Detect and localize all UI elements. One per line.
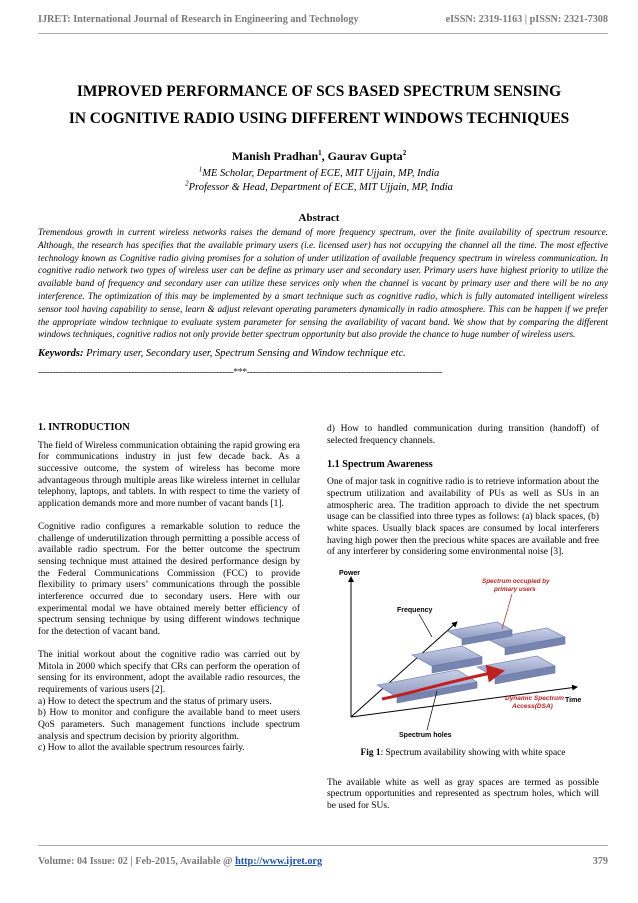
- holes-label: Spectrum holes: [399, 732, 452, 740]
- intro-paragraph-2: Cognitive radio configures a remarkable solution to reduce the challenge of underutilization through permitting a possible access of available radio spectrum. For the better outcome the spectrum sensing technique must attained the desired performance design by the Federal Communications Commission (FCC) to provide flexibility to primary users’ communications through the possible interference occurred due to secondary users. Here with our experimental modal we have obtained merely better efficiency of spectrum sensing technique by using different windows technique for the detection of vacant band.: [38, 522, 300, 637]
- author-sep: ,: [321, 149, 328, 163]
- abstract-heading: Abstract: [298, 212, 340, 224]
- title-line-1: IMPROVED PERFORMANCE OF SCS BASED SPECTRUM SENSING: [76, 83, 562, 100]
- journal-link[interactable]: http://www.ijret.org: [235, 856, 323, 867]
- keywords-label: Keywords:: [38, 348, 84, 359]
- journal-name: IJRET: International Journal of Research in Engineering and Technology: [38, 14, 359, 25]
- intro-heading: 1. INTRODUCTION: [38, 422, 130, 433]
- spectrum-awareness-paragraph: One of major task in cognitive radio is to retrieve information about the spectrum utilization and availability of PUs as well as SUs in an atmospheric area. The tradition approach to divide the net spectrum usage can be classified into three types as follows: (a) black spaces, (b) white spaces. Usually black spaces are consumed by local interferers having high power then the precious white spaces are available and free of any interferer by considering some environmental noise [3].: [327, 477, 599, 558]
- running-header: [38, 14, 608, 30]
- keywords: [38, 348, 608, 359]
- occupied-label-1: Spectrum occupied by: [482, 578, 550, 586]
- footer-rule: [38, 845, 608, 846]
- occupied-label-2: primary users: [494, 586, 536, 594]
- left-column: [38, 418, 300, 755]
- title-line-2: IN COGNITIVE RADIO USING DIFFERENT WINDOWS TECHNIQUES: [68, 110, 570, 127]
- authors: [30, 149, 608, 164]
- author-1-sup: 1: [318, 149, 322, 157]
- list-item: c) How to allot the available spectrum resources fairly.: [38, 743, 245, 754]
- frequency-label: Frequency: [397, 607, 433, 615]
- intro-paragraph-3: The initial workout about the cognitive radio was carried out by Mitola in 2000 which specify that CRs can perform the operation of sensing for its environment, adopt the available radio resources, the requirements of various users [2].: [38, 650, 300, 696]
- affiliations: [30, 167, 608, 195]
- time-axis: [351, 687, 577, 717]
- header-rule: [38, 33, 608, 34]
- intro-paragraph-1: The field of Wireless communication obtaining the rapid growing era for communications industry in just few decade back. As a successive outcome, the system of wireless has become more advantageous through multiple areas like wireless internet in cellular telephony, laptops, and tablets. In with respect to time the variety of application demands more and more number of vacant bands [1].: [38, 440, 300, 509]
- list-item: a) How to detect the spectrum and the status of primary users.: [38, 696, 272, 707]
- list-item: b) How to monitor and configure the available band to meet users QoS parameters. Such management functions include spectrum analysis and spectrum decision by priority algorithm.: [38, 708, 300, 742]
- right-column: [327, 424, 599, 824]
- caption-label: Fig 1: [360, 748, 381, 759]
- figure-spectrum-availability: [337, 567, 592, 742]
- abstract-text: Tremendous growth in current wireless networks raises the demand of more frequency spectrum, over the finite availability of spectrum resource. Although, the research has specifies that the available primary users (i.e. licensed user) has not occupying the channel all the time. The most effective technology known as Cognitive radio giving promises for a solution of under utilization of available frequency spectrum in wireless communication. In cognitive radio network two types of wireless user can be define as primary user and secondary user. Primary users have highest priority to utilize the available band of frequency and secondary user can utilize these services only when the channel is vacant by primary user and there will be no any interference. The optimization of this may be implemented by a smart technique such as cognitive radio, which is fully automated intelligent wireless sensor tool having capability to sense, learn & adjust relevant operating parameters dynamically in radio atmosphere. This can be happen if we prefer the appropriate window technique to evaluate system parameter for sensing the availability of vacant band. We show that by comparing the different windows techniques, cognitive radios not only provide better spectrum opportunity but also provide the chance to huge number of wireless users.: [38, 228, 608, 341]
- affiliation-2: $^2$Professor & Head, Department of ECE, MIT Ujjain, MP, India: [185, 179, 453, 193]
- footer-volume: Volume: 04 Issue: 02 | Feb-2015, Available @ http://www.ijret.org: [38, 856, 323, 867]
- spectrum-holes-paragraph: The available white as well as gray spaces are termed as possible spectrum opportunities and represented as spectrum holes, which will be used for SUs.: [327, 777, 599, 812]
- affiliation-1: $^1$ME Scholar, Department of ECE, MIT Ujjain, MP, India: [198, 165, 440, 179]
- spectrum-awareness-heading: 1.1 Spectrum Awareness: [327, 458, 433, 470]
- author-1: Manish Pradhan: [231, 149, 319, 163]
- list-item-d: d) How to handled communication during transition (handoff) of selected frequency channels.: [327, 424, 599, 446]
- page-number: 379: [592, 856, 608, 867]
- keywords-text: Primary user, Secondary user, Spectrum Sensing and Window technique etc.: [83, 348, 406, 359]
- dsa-label-2: Access(DSA): [512, 703, 553, 711]
- caption-text: : Spectrum availability showing with white space: [380, 748, 566, 759]
- author-2: Gaurav Gupta: [327, 149, 403, 163]
- author-2-sup: 2: [402, 149, 407, 157]
- time-label: Time: [565, 697, 582, 705]
- section-separator: ---------------------------------------------------------------------***---------------------------------------------------------------------: [38, 367, 443, 378]
- power-label: Power: [339, 570, 361, 578]
- question-list: [38, 697, 300, 755]
- issn: eISSN: 2319-1163 | pISSN: 2321-7308: [445, 14, 608, 25]
- primary-user-blocks: [377, 622, 565, 703]
- dsa-label-1: Dynamic Spectrum: [505, 695, 564, 703]
- spectrum-diagram: [337, 567, 592, 742]
- figure-caption: [327, 748, 599, 760]
- paper-title: [30, 78, 608, 132]
